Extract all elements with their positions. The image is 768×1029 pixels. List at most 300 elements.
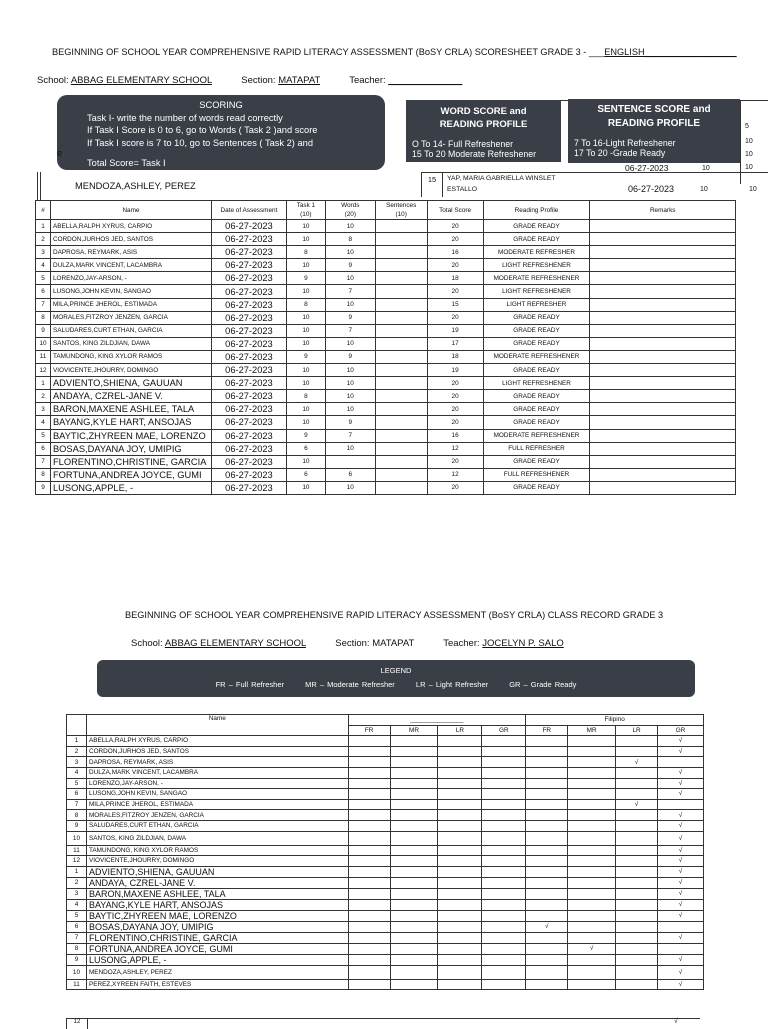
cell-mr	[390, 757, 438, 768]
cell-mr	[568, 899, 616, 910]
cell-total: 17	[427, 337, 483, 350]
cell-total: 20	[427, 311, 483, 324]
cell-task1: 8	[286, 390, 325, 403]
cell-profile: LIGHT REFRESHER	[483, 298, 590, 311]
cell-sentences	[375, 403, 427, 416]
cell-name: LORENZO,JAY-ARSON, -	[86, 778, 348, 789]
cell-sentences	[375, 377, 427, 390]
cell-fr	[348, 778, 390, 789]
cell-name: MORALES,FITZROY JENZEN, GARCIA	[86, 810, 348, 821]
cell-fr	[526, 979, 568, 990]
cell-name: BOSAS,DAYANA JOY, UMIPIG	[50, 442, 211, 455]
cell-fr	[526, 845, 568, 856]
cell-task1: 10	[286, 311, 325, 324]
cell-gr: √	[658, 866, 704, 877]
cell-lr	[438, 767, 482, 778]
table-row	[67, 845, 704, 856]
cell-num: 2	[67, 877, 87, 888]
cell-words: 7	[325, 324, 375, 337]
cell-name: LORENZO,JAY-ARSON, -	[50, 272, 211, 285]
cell-mr	[568, 932, 616, 943]
cell-num: 11	[67, 979, 87, 990]
cell-date: 06-27-2023	[211, 272, 286, 285]
cell-gr: √	[658, 954, 704, 965]
cell-lr	[616, 789, 658, 800]
cell-lr	[616, 778, 658, 789]
cell-fr	[348, 979, 390, 990]
cell-lr	[438, 799, 482, 810]
cell-lr	[438, 736, 482, 747]
cell-words: 10	[325, 246, 375, 259]
table-row	[67, 757, 704, 768]
cell-lr	[438, 899, 482, 910]
cell-name: SANTOS, KING ZILDJIAN, DAWA	[50, 337, 211, 350]
cell-fr	[348, 810, 390, 821]
cell-total: 20	[427, 377, 483, 390]
table-row	[67, 767, 704, 778]
cell-words: 10	[325, 337, 375, 350]
cell-total: 20	[427, 220, 483, 233]
cell-total: 12	[427, 468, 483, 481]
cell-sentences	[375, 285, 427, 298]
cell-sentences	[375, 455, 427, 468]
cell-date: 06-27-2023	[211, 311, 286, 324]
cell-gr	[482, 932, 526, 943]
cell-profile: LIGHT REFRESHENER	[483, 285, 590, 298]
cell-mr	[568, 954, 616, 965]
cell-lr	[438, 910, 482, 921]
cell-task1: 10	[286, 377, 325, 390]
cell-name: MILA,PRINCE JHEROL, ESTIMADA	[86, 799, 348, 810]
table-row	[67, 965, 704, 979]
cell-mr	[390, 778, 438, 789]
cell-sentences	[375, 259, 427, 272]
cell-remarks	[590, 311, 736, 324]
cell-gr	[482, 778, 526, 789]
cell-remarks	[590, 442, 736, 455]
cell-num: 9	[67, 820, 87, 831]
extra-row-15: 15 YAP, MARIA GABRIELLA WINSLET ESTALLO 06-27-2023 10 10	[421, 172, 768, 197]
cell-name: ABELLA,RALPH XYRUS, CARPIO	[50, 220, 211, 233]
sentence-score-box: SENTENCE SCORE and READING PROFILE 7 To 16-Light Refreshener 17 To 20 -Grade Ready	[568, 99, 740, 163]
cell-name: VIOVICENTE,JHOURRY, DOMINGO	[86, 856, 348, 867]
scoresheet-table	[35, 200, 736, 495]
cell-num: 4	[67, 767, 87, 778]
cell-lr	[616, 932, 658, 943]
cell-profile: GRADE READY	[483, 403, 590, 416]
cell-name: TAMUNDONG, KING XYLOR RAMOS	[86, 845, 348, 856]
classrecord-col-header: FR MR LR GR FR MR LR GR	[67, 725, 704, 736]
cell-gr: √	[658, 910, 704, 921]
cell-gr	[482, 856, 526, 867]
cell-name: TAMUNDONG, KING XYLOR RAMOS	[50, 350, 211, 363]
cell-mr	[390, 910, 438, 921]
cell-name: SANTOS, KING ZILDJIAN, DAWA	[86, 831, 348, 845]
cell-name: DAPROSA, REYMARK, ASIS	[86, 757, 348, 768]
cell-fr	[348, 866, 390, 877]
table-row	[67, 736, 704, 747]
cell-mr	[568, 888, 616, 899]
cell-remarks	[590, 468, 736, 481]
table-row	[67, 910, 704, 921]
cell-mr	[390, 888, 438, 899]
cell-fr	[526, 746, 568, 757]
cell-name: DAPROSA, REYMARK, ASIS	[50, 246, 211, 259]
cell-task1: 10	[286, 337, 325, 350]
cell-gr: √	[658, 820, 704, 831]
cell-mr	[568, 767, 616, 778]
cell-fr	[348, 789, 390, 800]
cell-words: 10	[325, 442, 375, 455]
cell-fr	[526, 954, 568, 965]
cell-mr	[390, 866, 438, 877]
cell-gr: √	[658, 845, 704, 856]
table-row	[67, 856, 704, 867]
cell-lr	[616, 856, 658, 867]
cell-sentences	[375, 311, 427, 324]
cell-mr	[568, 965, 616, 979]
cell-num: 11	[36, 350, 51, 363]
cell-profile: FULL REFRESHENER	[483, 468, 590, 481]
cell-fr	[526, 877, 568, 888]
cell-date: 06-27-2023	[211, 220, 286, 233]
cell-name: ADVIENTO,SHIENA, GAUUAN	[50, 377, 211, 390]
cell-gr	[482, 888, 526, 899]
cell-name: FORTUNA,ANDREA JOYCE, GUMI	[86, 943, 348, 954]
cell-total: 20	[427, 481, 483, 494]
cell-num: 6	[36, 285, 51, 298]
cell-date: 06-27-2023	[211, 337, 286, 350]
cell-total: 20	[427, 416, 483, 429]
cell-num: 1	[67, 866, 87, 877]
cell-words: 10	[325, 377, 375, 390]
cell-name: BAYTIC,ZHYREEN MAE, LORENZO	[50, 429, 211, 442]
cell-sentences	[375, 272, 427, 285]
cell-task1: 10	[286, 416, 325, 429]
cell-date: 06-27-2023	[211, 259, 286, 272]
table-row	[36, 364, 736, 377]
cell-lr	[616, 943, 658, 954]
cell-lr	[438, 746, 482, 757]
cell-name: LUSONG,JOHN KEVIN, SANGAO	[86, 789, 348, 800]
cell-lr	[438, 965, 482, 979]
table-row	[67, 799, 704, 810]
cell-name: CORDON,JURHOS JED, SANTOS	[50, 233, 211, 246]
cell-num: 11	[67, 845, 87, 856]
scoresheet-school-line: School: ABBAG ELEMENTARY SCHOOL Section: MATAPAT Teacher: ______________	[37, 75, 463, 86]
cell-num: 2	[36, 233, 51, 246]
cell-fr	[526, 965, 568, 979]
cell-remarks	[590, 272, 736, 285]
cell-gr: √	[658, 965, 704, 979]
cell-date: 06-27-2023	[211, 324, 286, 337]
cell-mr	[390, 856, 438, 867]
cell-gr	[482, 789, 526, 800]
table-row	[36, 233, 736, 246]
cell-num: 7	[67, 932, 87, 943]
cell-sentences	[375, 481, 427, 494]
cell-fr	[526, 866, 568, 877]
cell-num: 7	[67, 799, 87, 810]
cell-total: 15	[427, 298, 483, 311]
cell-name: MENDOZA,ASHLEY, PEREZ	[86, 965, 348, 979]
cell-lr	[438, 866, 482, 877]
cell-mr	[390, 921, 438, 932]
cell-lr	[616, 954, 658, 965]
cell-task1: 10	[286, 403, 325, 416]
cell-task1: 9	[286, 350, 325, 363]
cell-fr	[348, 899, 390, 910]
cell-fr	[526, 856, 568, 867]
cell-total: 20	[427, 455, 483, 468]
table-row	[36, 311, 736, 324]
cell-lr	[438, 954, 482, 965]
scoring-box: SCORING Task I- write the number of words read correctly If Task I Score is 0 to 6, go to Words ( Task 2 )and score If Task I score is 7 to 10, go to Sentences ( Task 2) and Total Score= Task I	[57, 95, 385, 170]
cell-words: 10	[325, 390, 375, 403]
cell-gr: √	[658, 778, 704, 789]
cell-lr	[616, 845, 658, 856]
cell-name: LUSONG,APPLE, -	[86, 954, 348, 965]
cell-date: 06-27-2023	[211, 285, 286, 298]
cell-mr	[568, 979, 616, 990]
cell-fr	[526, 943, 568, 954]
cell-mr	[390, 954, 438, 965]
cell-num: 12	[67, 856, 87, 867]
cell-total: 20	[427, 403, 483, 416]
cell-total: 19	[427, 364, 483, 377]
cell-mr	[390, 810, 438, 821]
cell-fr	[526, 831, 568, 845]
cell-name: PEREZ,XYREEN FAITH, ESTEVES	[86, 979, 348, 990]
cell-words: 9	[325, 259, 375, 272]
cell-mr	[568, 789, 616, 800]
cell-num: 6	[36, 442, 51, 455]
cell-gr: √	[658, 979, 704, 990]
table-row	[67, 979, 704, 990]
cell-name: ABELLA,RALPH XYRUS, CARPIO	[86, 736, 348, 747]
cell-gr	[482, 943, 526, 954]
cell-fr	[526, 757, 568, 768]
cell-gr	[482, 757, 526, 768]
table-row	[67, 746, 704, 757]
cell-sentences	[375, 442, 427, 455]
cell-mr	[390, 979, 438, 990]
cell-num: 2	[36, 390, 51, 403]
cell-remarks	[590, 416, 736, 429]
cell-task1: 6	[286, 442, 325, 455]
cell-num: 4	[36, 259, 51, 272]
cell-lr	[438, 856, 482, 867]
cell-sentences	[375, 324, 427, 337]
cell-lr	[438, 921, 482, 932]
cell-lr	[438, 820, 482, 831]
cell-words: 7	[325, 429, 375, 442]
cell-profile: GRADE READY	[483, 337, 590, 350]
cell-fr	[348, 910, 390, 921]
cell-gr	[482, 910, 526, 921]
table-row	[67, 810, 704, 821]
cell-remarks	[590, 285, 736, 298]
cell-mr	[390, 845, 438, 856]
cell-task1: 10	[286, 455, 325, 468]
cell-fr	[348, 954, 390, 965]
cell-mr	[390, 799, 438, 810]
cell-num: 8	[67, 943, 87, 954]
cell-mr	[568, 845, 616, 856]
cell-mr	[568, 778, 616, 789]
cell-task1: 10	[286, 259, 325, 272]
cell-fr	[526, 778, 568, 789]
cell-mr	[568, 921, 616, 932]
cell-gr	[658, 757, 704, 768]
word-score-box: WORD SCORE and READING PROFILE O To 14- Full Refreshener 15 To 20 Moderate Refreshener	[406, 100, 561, 162]
cell-date: 06-27-2023	[211, 298, 286, 311]
cell-words: 10	[325, 403, 375, 416]
cell-words	[325, 455, 375, 468]
cell-fr	[348, 736, 390, 747]
cell-mr: √	[568, 943, 616, 954]
cell-sentences	[375, 468, 427, 481]
cell-num: 9	[36, 324, 51, 337]
cell-fr	[526, 820, 568, 831]
cell-words: 10	[325, 272, 375, 285]
cell-name: FLORENTINO,CHRISTINE, GARCIA	[50, 455, 211, 468]
cell-num: 3	[36, 246, 51, 259]
cell-lr	[438, 943, 482, 954]
cell-fr	[348, 845, 390, 856]
cell-words: 10	[325, 481, 375, 494]
cell-gr: √	[658, 877, 704, 888]
cell-gr	[482, 831, 526, 845]
cell-mr	[568, 746, 616, 757]
cell-num: 8	[67, 810, 87, 821]
table-row	[36, 272, 736, 285]
cell-name: BOSAS,DAYANA JOY, UMIPIG	[86, 921, 348, 932]
cell-sentences	[375, 220, 427, 233]
cell-profile: MODERATE REFRESHER	[483, 246, 590, 259]
cell-lr	[438, 932, 482, 943]
cell-sentences	[375, 364, 427, 377]
cell-date: 06-27-2023	[211, 233, 286, 246]
cell-mr	[568, 866, 616, 877]
cell-mr	[390, 932, 438, 943]
cell-gr	[482, 899, 526, 910]
cell-total: 12	[427, 442, 483, 455]
cell-words: 10	[325, 220, 375, 233]
classrecord-cut-row: 12 √	[66, 1018, 700, 1029]
cell-total: 18	[427, 350, 483, 363]
cell-fr	[526, 789, 568, 800]
cell-gr: √	[658, 831, 704, 845]
table-row	[36, 390, 736, 403]
cell-name: BAYANG,KYLE HART, ANSOJAS	[50, 416, 211, 429]
table-row	[36, 324, 736, 337]
cell-words: 8	[325, 233, 375, 246]
cell-lr	[616, 899, 658, 910]
cell-gr	[482, 877, 526, 888]
cell-date: 06-27-2023	[211, 350, 286, 363]
cell-remarks	[590, 481, 736, 494]
cell-gr	[482, 767, 526, 778]
cell-num: 4	[36, 416, 51, 429]
cell-profile: LIGHT REFRESHENER	[483, 377, 590, 390]
cell-fr	[348, 831, 390, 845]
cell-num: 3	[67, 757, 87, 768]
cell-gr	[482, 736, 526, 747]
cell-profile: GRADE READY	[483, 364, 590, 377]
cell-lr	[616, 820, 658, 831]
cell-fr	[348, 932, 390, 943]
cell-lr	[616, 877, 658, 888]
cell-fr	[348, 746, 390, 757]
cell-mr	[568, 820, 616, 831]
cell-total: 16	[427, 429, 483, 442]
cell-mr	[390, 789, 438, 800]
classrecord-title: BEGINNING OF SCHOOL YEAR COMPREHENSIVE RAPID LITERACY ASSESSMENT (BoSY CRLA) CLASS RECORD GRADE 3	[125, 610, 664, 620]
cell-mr	[568, 831, 616, 845]
cell-num: 5	[36, 429, 51, 442]
cell-fr	[348, 820, 390, 831]
cell-lr	[438, 877, 482, 888]
cell-lr	[616, 866, 658, 877]
cell-task1: 8	[286, 246, 325, 259]
cell-fr: √	[526, 921, 568, 932]
cell-num: 12	[36, 364, 51, 377]
cell-name: ADVIENTO,SHIENA, GAUUAN	[86, 866, 348, 877]
cell-mr	[568, 757, 616, 768]
cell-num: 9	[67, 954, 87, 965]
cell-lr: √	[616, 757, 658, 768]
cell-remarks	[590, 246, 736, 259]
table-row	[36, 298, 736, 311]
cell-fr	[348, 767, 390, 778]
cell-fr	[348, 856, 390, 867]
cell-total: 20	[427, 390, 483, 403]
cell-mr	[568, 877, 616, 888]
table-row	[67, 921, 704, 932]
cell-total: 19	[427, 324, 483, 337]
table-row	[67, 899, 704, 910]
cell-num: 2	[67, 746, 87, 757]
cell-name: SALUDARES,CURT ETHAN, GARCIA	[86, 820, 348, 831]
table-row	[67, 820, 704, 831]
cell-num: 10	[67, 965, 87, 979]
cell-name: MILA,PRINCE JHEROL, ESTIMADA	[50, 298, 211, 311]
classrecord-group-header: Name _______________ Filipino	[67, 715, 704, 726]
cell-profile: LIGHT REFRESHENER	[483, 259, 590, 272]
cell-lr	[616, 910, 658, 921]
cell-words: 6	[325, 468, 375, 481]
cell-remarks	[590, 403, 736, 416]
table-row	[67, 866, 704, 877]
table-row	[67, 888, 704, 899]
cell-gr	[482, 965, 526, 979]
cell-profile: GRADE READY	[483, 455, 590, 468]
cell-gr	[482, 866, 526, 877]
cell-gr: √	[658, 899, 704, 910]
cell-remarks	[590, 259, 736, 272]
table-row	[36, 246, 736, 259]
scoresheet-header-row: # Name Date of Assessment Task 1 (10) Words (20) Sentences (10) Total Score Reading Profile Remarks	[36, 201, 736, 220]
cell-name: MORALES,FITZROY JENZEN, GARCIA	[50, 311, 211, 324]
cell-task1: 9	[286, 272, 325, 285]
cell-mr	[568, 736, 616, 747]
cell-mr	[390, 736, 438, 747]
cell-remarks	[590, 298, 736, 311]
table-row	[36, 442, 736, 455]
cell-gr	[482, 921, 526, 932]
cell-mr	[568, 856, 616, 867]
